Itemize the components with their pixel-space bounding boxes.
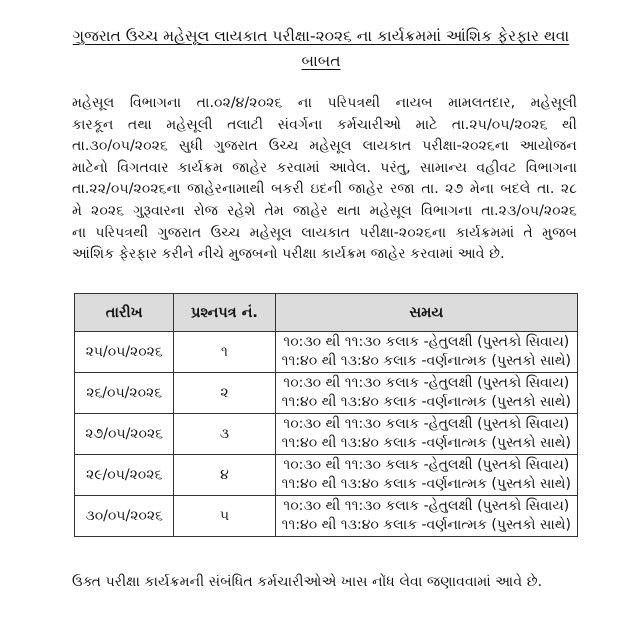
- paragraph-line: કારકૂન તથા મહેસૂલી તલાટી સંવર્ગના કર્મચારીઓ માટે તા.૨૫/૦૫/૨૦૨૬ થી: [72, 116, 577, 133]
- table-header-row: [75, 294, 578, 332]
- row-time-slots: [275, 414, 577, 455]
- time-slot-descriptive: ૧૧:૪૦ થી ૧૩:૪૦ કલાક -વર્ણનાત્મક (પુસ્તકો સાથે): [281, 517, 571, 533]
- time-slot-objective: ૧૦:૩૦ થી ૧૧:૩૦ કલાક -હેતુલક્ષી (પુસ્તકો સિવાય): [283, 457, 570, 473]
- time-slot-descriptive: ૧૧:૪૦ થી ૧૩:૪૦ કલાક -વર્ણનાત્મક (પુસ્તકો સાથે): [281, 435, 571, 451]
- row-date: ૨૫/૦૫/૨૦૨૬: [75, 332, 174, 373]
- paragraph-line: તા.૩૦/૦૫/૨૦૨૬ સુધી ગુજરાત ઉચ્ચ મહેસૂલ લાયકાત પરીક્ષા-૨૦૨૬ના આયોજન: [72, 138, 577, 155]
- row-paper-number: ૫: [174, 496, 275, 537]
- exam-schedule-table: [74, 293, 578, 537]
- document-title: [60, 24, 582, 74]
- row-paper-number: ૪: [174, 455, 275, 496]
- row-date: ૨૭/૦૫/૨૦૨૬: [75, 414, 174, 455]
- title-line-2: બાબત: [301, 52, 341, 70]
- row-date: ૨૯/૦૫/૨૦૨૬: [75, 455, 174, 496]
- table-row: [75, 414, 578, 455]
- row-time-slots: [275, 332, 577, 373]
- paragraph-line: તા.૨૨/૦૫/૨૦૨૬ના જાહેરનામાથી બકરી ઇદની જાહેર રજા તા. ૨૭ મેના બદલે તા. ૨૮: [72, 181, 577, 198]
- time-slot-descriptive: ૧૧:૪૦ થી ૧૩:૪૦ કલાક -વર્ણનાત્મક (પુસ્તકો સાથે): [281, 476, 571, 492]
- table-row: [75, 332, 578, 373]
- paragraph-line: મહેસૂલ વિભાગના તા.૦૨/૪/૨૦૨૬ ના પરિપત્રથી નાયબ મામલતદાર, મહેસૂલી: [72, 95, 577, 111]
- paragraph-line: મે ૨૦૨૬ ગુરૂવારના રોજ રહેશે તેમ જાહેર થતા મહેસૂલ વિભાગના તા.૨૩/૦૫/૨૦૨૬: [72, 202, 577, 219]
- row-date: ૨૬/૦૫/૨૦૨૬: [75, 373, 174, 414]
- time-slot-objective: ૧૦:૩૦ થી ૧૧:૩૦ કલાક -હેતુલક્ષી (પુસ્તકો સિવાય): [283, 334, 570, 350]
- time-slot-descriptive: ૧૧:૪૦ થી ૧૩:૪૦ કલાક -વર્ણનાત્મક (પુસ્તકો સાથે): [281, 353, 571, 369]
- time-slot-objective: ૧૦:૩૦ થી ૧૧:૩૦ કલાક -હેતુલક્ષી (પુસ્તકો સિવાય): [283, 375, 570, 391]
- paragraph-line: આંશિક ફેરફાર કરીને નીચે મુજબનો પરીક્ષા કાર્યક્રમ જાહેર કરવામાં આવે છે.: [72, 246, 505, 263]
- header-paper-number: પ્રશ્નપત્ર નં.: [174, 294, 275, 332]
- paragraph-line: ના પરિપત્રથી ગુજરાત ઉચ્ચ મહેસૂલ લાયકાત પરીક્ષા-૨૦૨૬ના કાર્યક્રમમાં તે મુજબ: [72, 224, 578, 241]
- header-time: સમય: [275, 294, 577, 332]
- row-date: ૩૦/૦૫/૨૦૨૬: [75, 496, 174, 537]
- body-paragraph: [72, 93, 577, 266]
- time-slot-objective: ૧૦:૩૦ થી ૧૧:૩૦ કલાક -હેતુલક્ષી (પુસ્તકો સિવાય): [283, 416, 570, 432]
- table-row: [75, 455, 578, 496]
- time-slot-descriptive: ૧૧:૪૦ થી ૧૩:૪૦ કલાક -વર્ણનાત્મક (પુસ્તકો સાથે): [281, 394, 571, 410]
- time-slot-objective: ૧૦:૩૦ થી ૧૧:૩૦ કલાક -હેતુલક્ષી (પુસ્તકો સિવાય): [283, 498, 570, 514]
- title-line-1: ગુજરાત ઉચ્ચ મહેસૂલ લાયકાત પરીક્ષા-૨૦૨૬ ના કાર્યક્રમમાં આંશિક ફેરફાર થવા: [72, 27, 570, 45]
- row-time-slots: [275, 496, 577, 537]
- footer-note: ઉક્ત પરીક્ષા કાર્યક્રમની સંબંધિત કર્મચારીઓએ ખાસ નોંધ લેવા જણાવવામાં આવે છે.: [72, 574, 543, 590]
- row-time-slots: [275, 373, 577, 414]
- header-date: તારીખ: [75, 294, 174, 332]
- row-time-slots: [275, 455, 577, 496]
- table-row: [75, 373, 578, 414]
- row-paper-number: ૨: [174, 373, 275, 414]
- paragraph-line: માટેનો વિગતવાર કાર્યક્રમ જાહેર કરવામાં આવેલ. પરંતુ, સામાન્ય વહીવટ વિભાગના: [72, 159, 577, 176]
- row-paper-number: ૧: [174, 332, 275, 373]
- row-paper-number: ૩: [174, 414, 275, 455]
- table-row: [75, 496, 578, 537]
